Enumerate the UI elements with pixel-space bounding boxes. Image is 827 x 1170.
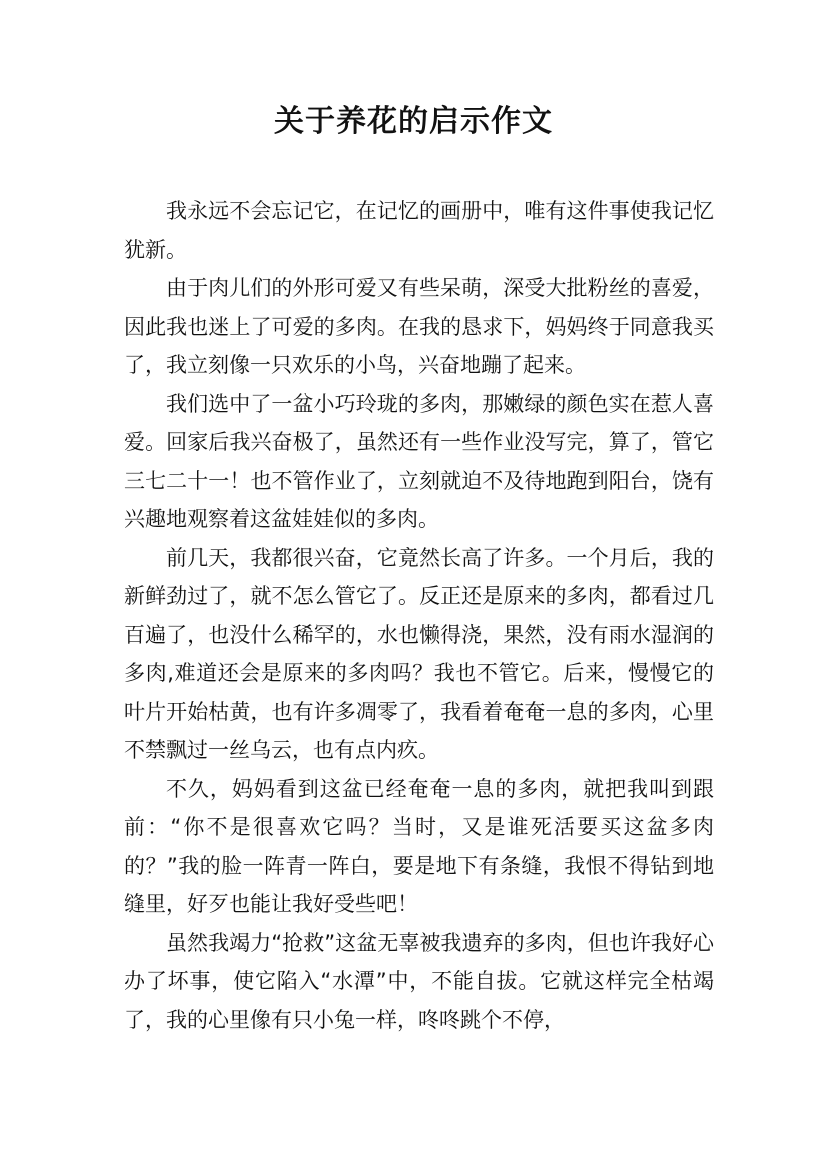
document-body (124, 192, 714, 1039)
document-title: 关于养花的启示作文 (274, 104, 553, 139)
paragraph-2: 由于肉儿们的外形可爱又有些呆萌，深受大批粉丝的喜爱，因此我也迷上了可爱的多肉。在我的恳求下，妈妈终于同意我买了，我立刻像一只欢乐的小鸟，兴奋地蹦了起来。 (124, 276, 714, 377)
paragraph-1: 我永远不会忘记它，在记忆的画册中，唯有这件事使我记忆犹新。 (124, 199, 714, 262)
paragraph-6: 虽然我竭力“抢救”这盆无辜被我遗弃的多肉，但也许我好心办了坏事，使它陷入“水潭”中，不能自拔。它就这样完全枯竭了，我的心里像有只小兔一样，咚咚跳个不停， (124, 930, 714, 1032)
paragraph-3: 我们选中了一盆小巧玲珑的多肉，那嫩绿的颜色实在惹人喜爱。回家后我兴奋极了，虽然还有一些作业没写完，算了，管它三七二十一！也不管作业了，立刻就迫不及待地跑到阳台，饶有兴趣地观察着这盆娃娃似的多肉。 (124, 391, 714, 531)
paragraph-5: 不久，妈妈看到这盆已经奄奄一息的多肉，就把我叫到跟前：“你不是很喜欢它吗？当时，又是谁死活要买这盆多肉的？”我的脸一阵青一阵白，要是地下有条缝，我恨不得钻到地缝里，好歹也能让我好受些吧！ (124, 776, 714, 916)
paragraph-4: 前几天，我都很兴奋，它竟然长高了许多。一个月后，我的新鲜劲过了，就不怎么管它了。反正还是原来的多肉，都看过几百遍了，也没什么稀罕的，水也懒得浇，果然，没有雨水湿润的多肉,难道还会是原来的多肉吗？我也不管它。后来，慢慢它的叶片开始枯黄，也有许多凋零了，我看着奄奄一息的多肉，心里不禁飘过一丝乌云，也有点内疚。 (124, 545, 714, 762)
